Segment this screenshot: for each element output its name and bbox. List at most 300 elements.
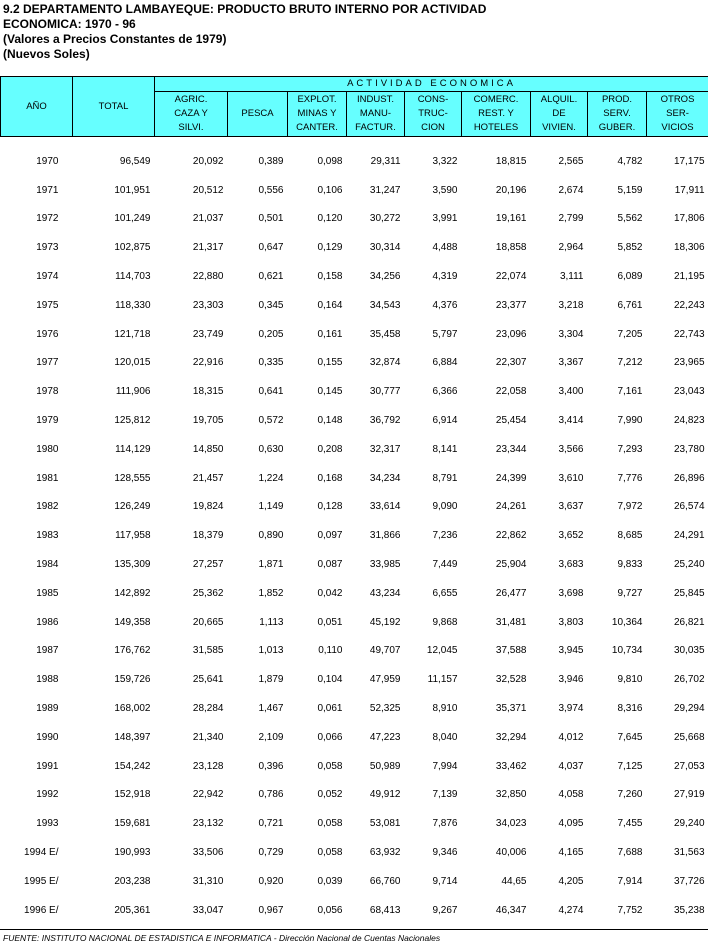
value-cell: 47,223 <box>369 731 401 743</box>
year-cell: 1989 <box>36 703 59 715</box>
table-row <box>1 694 708 723</box>
column-header-line: SERV. <box>603 108 631 119</box>
value-cell: 0,161 <box>317 328 343 340</box>
value-cell: 4,488 <box>432 242 458 254</box>
value-cell: 3,218 <box>558 299 584 311</box>
value-cell: 18,379 <box>192 530 224 542</box>
value-cell: 1,113 <box>259 616 284 628</box>
value-cell: 101,249 <box>114 213 151 225</box>
year-cell: 1991 <box>36 760 59 772</box>
value-cell: 29,240 <box>673 818 705 830</box>
value-cell: 22,743 <box>673 328 705 340</box>
value-cell: 0,129 <box>317 242 343 254</box>
value-cell: 0,061 <box>317 703 343 715</box>
value-cell: 0,097 <box>317 530 343 542</box>
value-cell: 128,555 <box>114 472 151 484</box>
value-cell: 5,797 <box>432 328 458 340</box>
value-cell: 32,528 <box>495 674 527 686</box>
value-cell: 4,165 <box>558 847 584 859</box>
value-cell: 3,400 <box>558 386 584 398</box>
value-cell: 10,364 <box>611 616 643 628</box>
value-cell: 23,749 <box>192 328 224 340</box>
column-header-line: INDUST. <box>357 94 394 105</box>
value-cell: 52,325 <box>369 703 401 715</box>
table-row <box>1 137 708 176</box>
year-cell: 1971 <box>36 184 59 196</box>
value-cell: 1,852 <box>258 587 284 599</box>
value-cell: 4,012 <box>558 731 584 743</box>
value-cell: 21,317 <box>192 242 224 254</box>
value-cell: 10,734 <box>611 645 643 657</box>
table-row <box>1 608 708 637</box>
value-cell: 2,674 <box>558 184 584 196</box>
year-cell: 1996 E/ <box>24 904 59 916</box>
value-cell: 114,703 <box>115 271 151 283</box>
value-cell: 111,906 <box>115 386 151 398</box>
value-cell: 35,238 <box>673 904 705 916</box>
column-header-line: CAZA Y <box>174 108 208 119</box>
value-cell: 0,890 <box>258 530 284 542</box>
value-cell: 23,128 <box>192 760 224 772</box>
value-cell: 117,958 <box>115 530 151 542</box>
value-cell: 148,397 <box>114 731 151 743</box>
value-cell: 1,013 <box>258 645 284 657</box>
value-cell: 8,685 <box>617 530 643 542</box>
value-cell: 33,506 <box>192 847 224 859</box>
value-cell: 49,912 <box>369 789 401 801</box>
year-cell: 1970 <box>36 155 59 167</box>
value-cell: 32,874 <box>369 357 401 369</box>
table-row <box>1 406 708 435</box>
value-cell: 0,208 <box>317 443 343 455</box>
table-body <box>1 137 708 925</box>
value-cell: 0,967 <box>258 904 284 916</box>
year-cell: 1986 <box>36 616 59 628</box>
value-cell: 154,242 <box>114 760 151 772</box>
value-cell: 28,284 <box>192 703 224 715</box>
value-cell: 34,543 <box>369 299 401 311</box>
value-cell: 31,585 <box>192 645 224 657</box>
value-cell: 23,096 <box>495 328 527 340</box>
table-row <box>1 435 708 464</box>
activity-group-header: ACTIVIDAD ECONOMICA <box>155 77 708 92</box>
value-cell: 4,319 <box>432 271 458 283</box>
value-cell: 6,761 <box>617 299 643 311</box>
year-cell: 1979 <box>36 415 59 427</box>
value-cell: 0,051 <box>317 616 343 628</box>
value-cell: 34,023 <box>495 818 527 830</box>
value-cell: 101,951 <box>114 184 151 196</box>
value-cell: 7,125 <box>617 760 643 772</box>
value-cell: 24,291 <box>673 530 705 542</box>
column-header <box>462 92 531 137</box>
value-cell: 20,512 <box>192 184 224 196</box>
column-header-line: VICIOS <box>661 122 694 133</box>
value-cell: 7,752 <box>617 904 643 916</box>
column-header-line: FACTUR. <box>355 122 396 133</box>
value-cell: 152,918 <box>114 789 151 801</box>
value-cell: 26,821 <box>673 616 705 628</box>
value-cell: 23,780 <box>673 443 705 455</box>
column-header-line: OTROS <box>660 94 695 105</box>
value-cell: 142,892 <box>114 587 151 599</box>
table-row <box>1 320 708 349</box>
value-cell: 25,362 <box>192 587 224 599</box>
value-cell: 53,081 <box>369 818 401 830</box>
value-cell: 31,310 <box>192 875 224 887</box>
value-cell: 33,985 <box>369 559 401 571</box>
column-header <box>647 92 708 137</box>
table-header <box>1 77 708 137</box>
value-cell: 9,727 <box>617 587 643 599</box>
value-cell: 45,192 <box>369 616 401 628</box>
footer-divider <box>0 929 708 930</box>
value-cell: 3,590 <box>432 184 458 196</box>
value-cell: 0,120 <box>317 213 343 225</box>
value-cell: 25,641 <box>192 674 224 686</box>
table-row <box>1 233 708 262</box>
value-cell: 7,260 <box>617 789 643 801</box>
title-line-1: 9.2 DEPARTAMENTO LAMBAYEQUE: PRODUCTO BRUTO INTERNO POR ACTIVIDAD <box>3 2 487 16</box>
value-cell: 0,056 <box>317 904 343 916</box>
column-header <box>531 92 588 137</box>
value-cell: 4,205 <box>558 875 584 887</box>
value-cell: 3,683 <box>558 559 584 571</box>
value-cell: 0,058 <box>317 760 343 772</box>
value-cell: 3,367 <box>558 357 584 369</box>
table-row <box>1 781 708 810</box>
value-cell: 23,303 <box>192 299 224 311</box>
value-cell: 22,916 <box>192 357 224 369</box>
table-row <box>1 205 708 234</box>
year-cell: 1987 <box>36 645 59 657</box>
report-title <box>3 2 486 62</box>
column-header-line: SILVI. <box>178 122 204 133</box>
value-cell: 0,630 <box>258 443 284 455</box>
value-cell: 6,089 <box>617 271 643 283</box>
value-cell: 8,791 <box>432 472 458 484</box>
table-row <box>1 176 708 205</box>
value-cell: 0,556 <box>258 184 284 196</box>
value-cell: 32,294 <box>495 731 527 743</box>
value-cell: 23,344 <box>495 443 527 455</box>
value-cell: 34,234 <box>369 472 401 484</box>
value-cell: 21,195 <box>673 271 705 283</box>
value-cell: 96,549 <box>119 155 151 167</box>
value-cell: 7,972 <box>617 501 643 513</box>
title-line-3: (Valores a Precios Constantes de 1979) <box>3 32 227 46</box>
value-cell: 2,109 <box>258 731 284 743</box>
value-cell: 17,806 <box>673 213 705 225</box>
value-cell: 19,161 <box>495 213 527 225</box>
value-cell: 22,058 <box>495 386 527 398</box>
value-cell: 27,257 <box>192 559 224 571</box>
value-cell: 118,330 <box>115 299 151 311</box>
value-cell: 0,106 <box>317 184 343 196</box>
table-row <box>1 493 708 522</box>
value-cell: 102,875 <box>114 242 151 254</box>
value-cell: 23,043 <box>673 386 705 398</box>
year-cell: 1977 <box>36 357 59 369</box>
value-cell: 22,880 <box>192 271 224 283</box>
value-cell: 47,959 <box>369 674 401 686</box>
value-cell: 1,879 <box>258 674 284 686</box>
value-cell: 0,647 <box>258 242 284 254</box>
value-cell: 18,815 <box>495 155 527 167</box>
value-cell: 3,304 <box>558 328 584 340</box>
column-header <box>228 92 288 137</box>
value-cell: 190,993 <box>114 847 151 859</box>
value-cell: 43,234 <box>369 587 401 599</box>
value-cell: 2,964 <box>558 242 584 254</box>
value-cell: 2,565 <box>558 155 584 167</box>
value-cell: 6,914 <box>432 415 458 427</box>
value-cell: 5,159 <box>617 184 643 196</box>
value-cell: 26,702 <box>673 674 705 686</box>
year-cell: 1980 <box>36 443 59 455</box>
value-cell: 17,175 <box>673 155 705 167</box>
value-cell: 9,833 <box>617 559 643 571</box>
value-cell: 22,243 <box>673 299 705 311</box>
value-cell: 0,042 <box>317 587 343 599</box>
value-cell: 149,358 <box>114 616 151 628</box>
value-cell: 6,366 <box>432 386 458 398</box>
value-cell: 3,991 <box>432 213 458 225</box>
value-cell: 6,655 <box>432 587 458 599</box>
value-cell: 4,095 <box>558 818 584 830</box>
table-row <box>1 723 708 752</box>
value-cell: 24,399 <box>495 472 527 484</box>
value-cell: 3,652 <box>558 530 584 542</box>
value-cell: 3,414 <box>558 415 584 427</box>
table-row <box>1 637 708 666</box>
value-cell: 31,481 <box>495 616 527 628</box>
value-cell: 0,066 <box>317 731 343 743</box>
column-header-line: AGRIC. <box>174 94 208 105</box>
value-cell: 31,247 <box>369 184 401 196</box>
value-cell: 7,455 <box>617 818 643 830</box>
value-cell: 0,501 <box>258 213 284 225</box>
value-cell: 3,610 <box>558 472 584 484</box>
value-cell: 7,876 <box>432 818 458 830</box>
table-row <box>1 809 708 838</box>
value-cell: 25,845 <box>673 587 705 599</box>
value-cell: 18,315 <box>192 386 224 398</box>
value-cell: 0,058 <box>317 847 343 859</box>
value-cell: 11,157 <box>427 674 458 686</box>
year-cell: 1972 <box>36 213 59 225</box>
table-row <box>1 579 708 608</box>
value-cell: 66,760 <box>369 875 401 887</box>
value-cell: 12,045 <box>426 645 458 657</box>
column-header-line: CONS- <box>417 94 449 105</box>
title-line-4: (Nuevos Soles) <box>3 47 90 61</box>
value-cell: 34,256 <box>369 271 401 283</box>
value-cell: 9,267 <box>432 904 458 916</box>
value-cell: 0,621 <box>258 271 284 283</box>
value-cell: 4,058 <box>558 789 584 801</box>
value-cell: 26,477 <box>495 587 527 599</box>
value-cell: 25,904 <box>495 559 527 571</box>
value-cell: 4,037 <box>558 760 584 772</box>
year-cell: 1992 <box>36 789 59 801</box>
table-row <box>1 262 708 291</box>
year-cell: 1974 <box>36 271 59 283</box>
table-row <box>1 896 708 925</box>
value-cell: 121,718 <box>114 328 151 340</box>
value-cell: 0,389 <box>258 155 284 167</box>
table-row <box>1 550 708 579</box>
table-row <box>1 349 708 378</box>
value-cell: 19,705 <box>192 415 224 427</box>
column-header-line: TRUC- <box>418 108 448 119</box>
value-cell: 35,371 <box>495 703 527 715</box>
value-cell: 25,240 <box>673 559 705 571</box>
value-cell: 120,015 <box>114 357 151 369</box>
value-cell: 1,224 <box>258 472 284 484</box>
value-cell: 0,110 <box>318 645 343 657</box>
value-cell: 33,047 <box>192 904 224 916</box>
value-cell: 0,155 <box>317 357 343 369</box>
value-cell: 3,111 <box>559 271 584 283</box>
value-cell: 8,141 <box>432 443 458 455</box>
value-cell: 1,467 <box>258 703 284 715</box>
column-header-line: ALQUIL. <box>540 94 578 105</box>
value-cell: 20,092 <box>192 155 224 167</box>
year-header: AÑO <box>1 77 73 137</box>
value-cell: 30,035 <box>673 645 705 657</box>
value-cell: 3,945 <box>558 645 584 657</box>
value-cell: 0,039 <box>317 875 343 887</box>
table-row <box>1 377 708 406</box>
value-cell: 9,868 <box>432 616 458 628</box>
value-cell: 25,454 <box>495 415 527 427</box>
value-cell: 3,974 <box>558 703 584 715</box>
value-cell: 49,707 <box>369 645 401 657</box>
table-row <box>1 867 708 896</box>
value-cell: 125,812 <box>114 415 151 427</box>
value-cell: 159,681 <box>114 818 151 830</box>
year-cell: 1981 <box>36 472 59 484</box>
value-cell: 22,307 <box>495 357 527 369</box>
value-cell: 0,729 <box>258 847 284 859</box>
value-cell: 203,238 <box>114 875 151 887</box>
value-cell: 3,637 <box>558 501 584 513</box>
column-header-line: SER- <box>666 108 689 119</box>
value-cell: 0,641 <box>258 386 284 398</box>
value-cell: 0,572 <box>258 415 284 427</box>
value-cell: 27,053 <box>673 760 705 772</box>
year-cell: 1993 <box>36 818 59 830</box>
total-header: TOTAL <box>73 77 155 137</box>
value-cell: 32,317 <box>369 443 401 455</box>
value-cell: 22,074 <box>495 271 527 283</box>
table-row <box>1 665 708 694</box>
value-cell: 40,006 <box>495 847 527 859</box>
column-header-line: HOTELES <box>473 122 519 133</box>
column-header <box>155 92 228 137</box>
value-cell: 7,990 <box>617 415 643 427</box>
value-cell: 0,396 <box>258 760 284 772</box>
year-cell: 1973 <box>36 242 59 254</box>
value-cell: 5,562 <box>617 213 643 225</box>
value-cell: 17,911 <box>674 184 705 196</box>
column-header <box>347 92 405 137</box>
value-cell: 14,850 <box>192 443 224 455</box>
year-cell: 1984 <box>36 559 59 571</box>
value-cell: 2,799 <box>558 213 584 225</box>
value-cell: 3,698 <box>558 587 584 599</box>
value-cell: 23,377 <box>495 299 527 311</box>
value-cell: 0,087 <box>317 559 343 571</box>
value-cell: 26,896 <box>673 472 705 484</box>
value-cell: 29,294 <box>673 703 705 715</box>
value-cell: 1,149 <box>258 501 284 513</box>
value-cell: 114,129 <box>115 443 151 455</box>
gdp-table <box>0 76 708 925</box>
value-cell: 19,824 <box>192 501 224 513</box>
column-header-line: REST. Y <box>478 108 514 119</box>
value-cell: 9,810 <box>617 674 643 686</box>
year-cell: 1975 <box>36 299 59 311</box>
value-cell: 24,261 <box>495 501 527 513</box>
year-cell: 1988 <box>36 674 59 686</box>
column-header-line: PROD. <box>601 94 633 105</box>
value-cell: 7,212 <box>617 357 643 369</box>
value-cell: 168,002 <box>114 703 151 715</box>
value-cell: 50,989 <box>369 760 401 772</box>
value-cell: 0,721 <box>258 818 284 830</box>
value-cell: 46,347 <box>495 904 527 916</box>
value-cell: 0,104 <box>317 674 343 686</box>
value-cell: 63,932 <box>369 847 401 859</box>
value-cell: 37,588 <box>495 645 527 657</box>
value-cell: 7,994 <box>432 760 458 772</box>
value-cell: 8,316 <box>617 703 643 715</box>
title-line-2: ECONOMICA: 1970 - 96 <box>3 17 136 31</box>
value-cell: 8,910 <box>432 703 458 715</box>
value-cell: 3,322 <box>432 155 458 167</box>
value-cell: 176,762 <box>114 645 151 657</box>
column-header-line: GUBER. <box>598 122 636 133</box>
value-cell: 44,65 <box>501 875 527 887</box>
value-cell: 0,205 <box>258 328 284 340</box>
year-cell: 1985 <box>36 587 59 599</box>
value-cell: 9,090 <box>432 501 458 513</box>
value-cell: 0,168 <box>317 472 343 484</box>
value-cell: 21,457 <box>192 472 224 484</box>
value-cell: 29,311 <box>370 155 401 167</box>
value-cell: 18,306 <box>673 242 705 254</box>
table-row <box>1 464 708 493</box>
column-header-line: VIVIEN. <box>542 122 576 133</box>
value-cell: 30,272 <box>369 213 401 225</box>
value-cell: 22,942 <box>192 789 224 801</box>
value-cell: 7,449 <box>432 559 458 571</box>
value-cell: 7,205 <box>617 328 643 340</box>
column-header-line: DE <box>552 108 566 119</box>
table-row <box>1 521 708 550</box>
value-cell: 3,946 <box>558 674 584 686</box>
year-cell: 1990 <box>36 731 59 743</box>
year-cell: 1976 <box>36 328 59 340</box>
value-cell: 7,776 <box>617 472 643 484</box>
value-cell: 7,645 <box>617 731 643 743</box>
value-cell: 4,376 <box>432 299 458 311</box>
value-cell: 8,040 <box>432 731 458 743</box>
value-cell: 18,858 <box>495 242 527 254</box>
value-cell: 7,139 <box>432 789 458 801</box>
